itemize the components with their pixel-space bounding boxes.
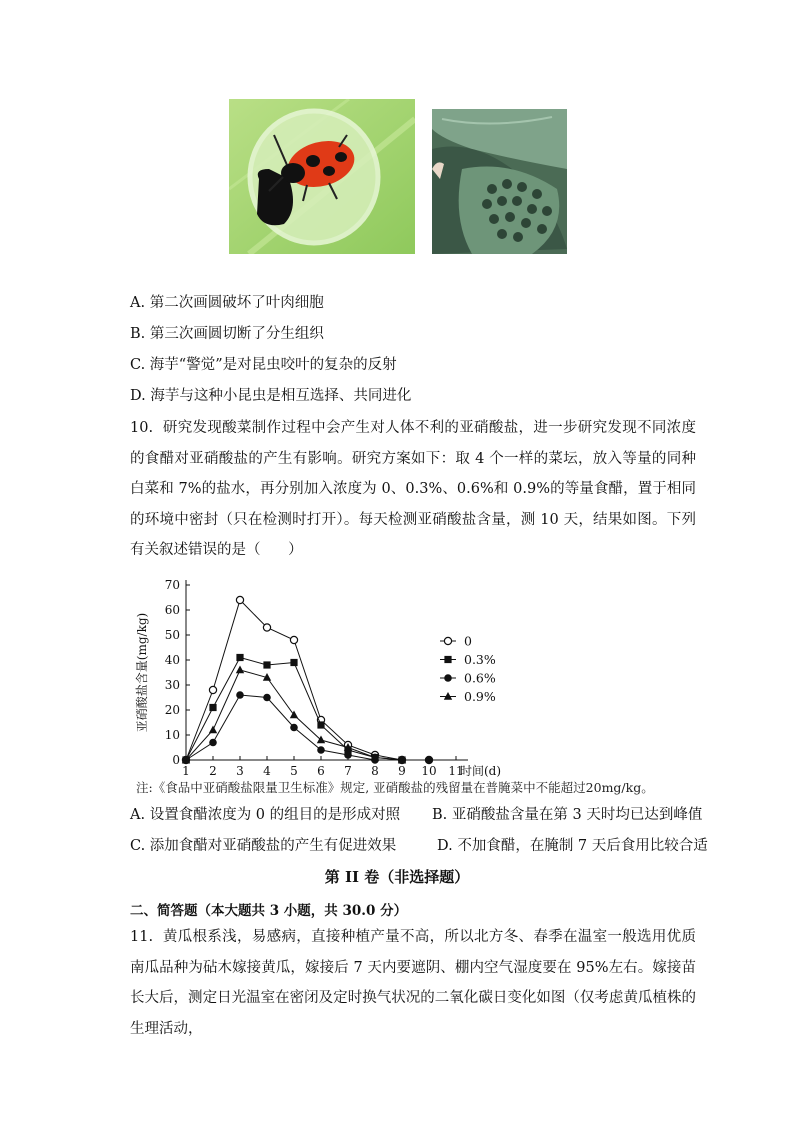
data-point [236, 654, 243, 661]
data-point [317, 746, 325, 754]
data-point [209, 686, 216, 693]
data-point [263, 694, 271, 702]
q10-option-c: C. 添加食醋对亚硝酸盐的产生有促进效果 [130, 838, 397, 854]
q9-option-b: B. 第三次画圆切断了分生组织 [130, 326, 324, 342]
legend-label: 0 [464, 633, 472, 649]
data-point [236, 596, 243, 603]
y-tick-label: 50 [164, 628, 180, 642]
part-two-title: 第 II 卷（非选择题） [324, 868, 470, 886]
data-point [444, 674, 452, 682]
y-tick-label: 0 [172, 753, 180, 767]
x-tick-label: 3 [236, 764, 244, 777]
data-point [209, 704, 216, 711]
y-tick-label: 10 [164, 728, 180, 742]
data-point [444, 692, 452, 700]
x-tick-label: 4 [263, 764, 271, 777]
data-point [444, 656, 451, 663]
chart-note: 注:《食品中亚硝酸盐限量卫生标准》规定, 亚硝酸盐的残留量在普腌菜中不能超过20mg/kg。 [136, 780, 654, 795]
x-tick-label: 10 [421, 764, 437, 777]
x-tick-label: 11 [448, 764, 464, 777]
beetle-on-leaf-image [229, 99, 415, 254]
data-point [290, 724, 298, 732]
q11-stem: 11. 黄瓜根系浅，易感病，直接种植产量不高，所以北方冬、春季在温室一般选用优质南瓜品种为砧木嫁接黄瓜，嫁接后 7 天内要遮阴、棚内空气湿度要在 95%左右。嫁接苗长大后，测定日光温室在密闭及定时换气状况的二氧化碳日变化如图（仅考虑黄瓜植株的生理活动， [130, 929, 696, 1037]
data-point [236, 666, 244, 674]
x-tick-label: 6 [317, 764, 325, 777]
q9-option-c: C. 海芋“警觉”是对昆虫咬叶的复杂的反射 [130, 357, 397, 373]
data-point [263, 661, 270, 668]
data-point [263, 624, 270, 631]
x-axis-label: 时间(d) [460, 764, 502, 777]
taro-leaf-image [432, 109, 567, 254]
y-tick-label: 60 [164, 603, 180, 617]
q10-option-d: D. 不加食醋，在腌制 7 天后食用比较合适 [437, 838, 708, 854]
x-tick-label: 1 [182, 764, 190, 777]
y-tick-label: 30 [164, 678, 180, 692]
q9-option-d: D. 海芋与这种小昆虫是相互选择、共同进化 [130, 388, 412, 404]
x-tick-label: 2 [209, 764, 217, 777]
data-point [344, 751, 352, 759]
series-line [186, 600, 429, 760]
data-point [290, 636, 297, 643]
q10-option-b: B. 亚硝酸盐含量在第 3 天时均已达到峰值 [432, 807, 703, 823]
nitrite-line-chart [120, 565, 540, 777]
y-tick-label: 40 [164, 653, 180, 667]
data-point [209, 739, 217, 747]
data-point [444, 637, 451, 644]
q10-option-a: A. 设置食醋浓度为 0 的组目的是形成对照 [130, 807, 401, 823]
legend-label: 0.6% [464, 670, 496, 686]
data-point [317, 721, 324, 728]
y-tick-label: 20 [164, 703, 180, 717]
legend-label: 0.3% [464, 652, 496, 667]
data-point [290, 659, 297, 666]
section-two-header: 二、简答题（本大题共 3 小题，共 30.0 分） [130, 903, 408, 919]
y-tick-label: 70 [164, 578, 180, 592]
x-tick-label: 7 [344, 764, 352, 777]
q9-option-a: A. 第二次画圆破坏了叶肉细胞 [130, 295, 324, 311]
q10-stem: 10. 研究发现酸菜制作过程中会产生对人体不利的亚硝酸盐，进一步研究发现不同浓度的食醋对亚硝酸盐的产生有影响。研究方案如下：取 4 个一样的菜坛，放入等量的同种白菜和 7%的盐水，再分别加入浓度为 0、0.3%、0.6%和 0.9%的等量食醋，置于相同的环境中密封（只在检测时打开）。每天检测亚硝酸盐含量，测 10 天，结果如图。下列有关叙述错误的是（ ） [130, 420, 696, 558]
data-point [236, 691, 244, 699]
x-tick-label: 9 [398, 764, 406, 777]
x-tick-label: 8 [371, 764, 379, 777]
legend-label: 0.9% [464, 689, 496, 704]
data-point [209, 726, 217, 734]
data-point [425, 756, 433, 764]
y-axis-label: 亚硝酸盐含量(mg/kg) [135, 612, 149, 733]
x-tick-label: 5 [290, 764, 298, 777]
